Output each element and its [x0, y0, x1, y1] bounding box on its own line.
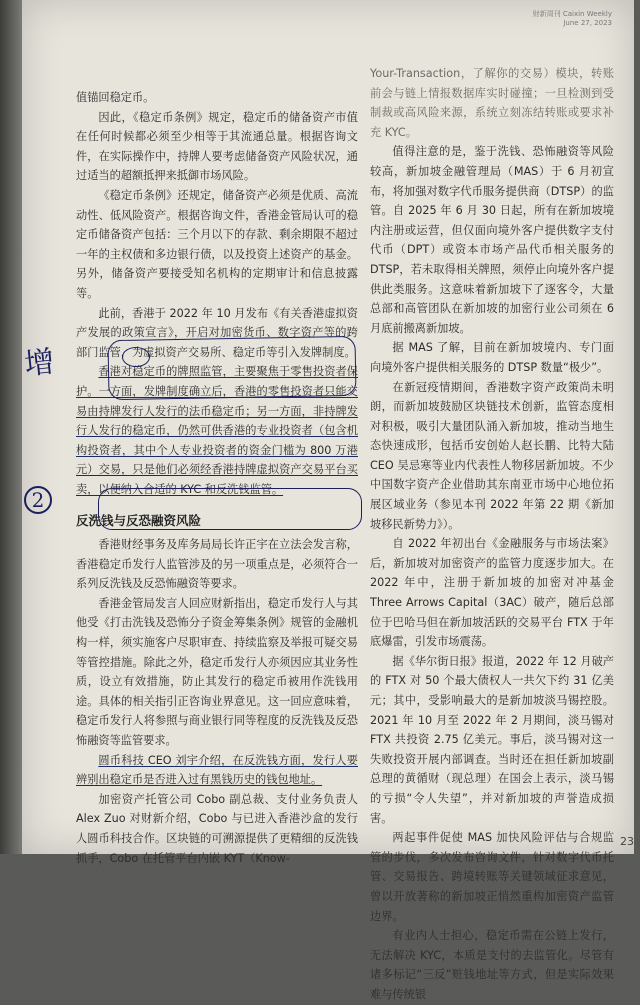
right-para-3: 据 MAS 了解，目前在新加坡境内、专门面向境外客户提供相关服务的 DTSP 数量“极少”。 — [370, 341, 614, 374]
right-para-8: 有业内人士担心，稳定币需在公链上发行，无法解决 KYC，本质是支付的去监管化。尽管有诸多标记“三反”赃钱地址等方式，但是实际效果难与传统银 — [370, 929, 614, 1001]
section-heading: 反洗钱与反恐融资风险 — [76, 513, 202, 529]
left-column — [76, 88, 358, 868]
left-para-5: 香港对稳定币的牌照监管，主要聚焦于零售投资者保护。一方面，发牌制度确立后，香港的零售投资者只能交易由持牌发行人发行的法币稳定币；另一方面，非持牌发行人发行的稳定币，仍然可供香港的专业投资者（包含机构投资者，其中个人专业投资者的资金门槛为 800 万港元）交易，只是他们必须经香港持牌虚拟资产交易平台买卖，以便纳入合适的 KYC 和反洗钱监管。 — [76, 365, 358, 496]
masthead-title: 财新周刊 Caixin Weekly — [532, 10, 612, 18]
left-para-3: 《稳定币条例》还规定，储备资产必须是优质、高流动性、低风险资产。根据咨询文件，香港金管局认可的稳定币储备资产包括：三个月以下的存款、剩余期限不超过一年的主权债和多边银行债，以及投资上述资产的基金。另外，储备资产要接受知名机构的定期审计和信息披露等。 — [76, 188, 358, 300]
handwritten-mark-1: 增 — [22, 344, 57, 383]
pen-circle-annotation — [122, 347, 150, 367]
left-para-4: 此前，香港于 2022 年 10 月发布《有关香港虚拟资产发展的政策宣言》，开启对加密货币、数字资产等的跨部门监管，为虚拟资产交易所、稳定币等引入发牌制度。 — [76, 306, 358, 359]
left-para-6: 香港财经事务及库务局局长许正宇在立法会发言称，香港稳定币发行人监管涉及的另一项重点是，必须符合一系列反洗钱及反恐怖融资等要求。 — [76, 538, 358, 591]
pen-box-annotation-2 — [98, 488, 362, 530]
handwritten-mark-2: 2 — [24, 486, 52, 514]
right-para-2: 值得注意的是，鉴于洗钱、恐怖融资等风险较高，新加坡金融管理局（MAS）于 6 月初宣布，将加强对数字代币服务提供商（DTSP）的监管。自 2025 年 6 月 30 日起，所有在新加坡境内注册或运营，但仅面向境外客户提供数字支付代币（DPT）或资本市场产品代币相关服务的 DTSP，若未取得相关牌照，须停止向境外客户提供此类服务。这意味着新加坡下了逐客令，大量总部和高管团队在新加坡的加密行业公司须在 6 月底前搬离新加坡。 — [370, 145, 614, 335]
binding-shadow — [0, 0, 22, 854]
left-para-2: 因此，《稳定币条例》规定，稳定币的储备资产市值在任何时候都必须至少相等于其流通总量。根据咨询文件，在实际操作中，持牌人要考虑储备资产风险状况，通过适当的超额抵押来抵御市场风险。 — [76, 110, 358, 183]
masthead-date: June 27, 2023 — [563, 19, 612, 27]
right-para-6: 据《华尔街日报》报道，2022 年 12 月破产的 FTX 对 50 个最大债权人一共欠下约 31 亿美元；其中，受影响最大的是新加坡淡马锡控股。2021 年 10 月至 2022 年 2 月期间，淡马锡对 FTX 共投资 2.75 亿美元。事后，淡马锡对这一失败投资开展内部调查。当时还在担任新加坡副总理的黄循财（现总理）在国会上表示，淡马锡的亏损“令人失望”，并对新加坡的声誉造成损害。 — [370, 654, 614, 825]
left-para-9: 加密资产托管公司 Cobo 副总裁、支付业务负责人 Alex Zuo 对财新介绍，Cobo 与已进入香港沙盒的发行人圆币科技合作。区块链的可溯源提供了更精细的反洗钱抓手，Cobo 在托管平台内嵌 KYT（Know- — [76, 792, 358, 865]
right-para-1: Your-Transaction，了解你的交易）模块，转账前会与链上情报数据库实时碰撞；一旦检测到受制裁或高风险来源，系统立刻冻结转账或要求补充 KYC。 — [370, 67, 614, 139]
left-para-7: 香港金管局发言人回应财新指出，稳定币发行人与其他受《打击洗钱及恐怖分子资金筹集条例》规管的金融机构一样，须实施客户尽职审查、持续监察及举报可疑交易等管控措施。除此之外，稳定币发行人亦须因应其业务性质，设立有效措施，防止其发行的稳定币被用作洗钱用途。具体的相关指引正咨询业界意见。这一回应意味着，稳定币发行人将参照与商业银行同等程度的反洗钱及反恐怖融资等监管要求。 — [76, 596, 358, 747]
right-para-4: 在新冠疫情期间，香港数字资产政策尚未明朗，而新加坡鼓励区块链技术创新，监管态度相对积极，吸引大量团队涌入新加坡，推动当地生态快速成形，包括币安创始人赵长鹏、比特大陆 CEO 吴忌寒等业内代表性人物移居新加坡。不少中国数字资产企业借助其东南亚市场中心地位拓展区域业务（参见本刊 2022 年第 22 期《新加坡移民新势力》）。 — [370, 380, 614, 531]
right-column — [370, 64, 614, 1005]
pen-box-annotation — [107, 336, 356, 400]
right-para-5: 自 2022 年初出台《金融服务与市场法案》后，新加坡对加密资产的监管力度逐步加大。在 2022 年中，注册于新加坡的加密对冲基金 Three Arrows Capital（3AC）破产，随后总部位于巴哈马但在新加坡活跃的交易平台 FTX 于年底爆雷，引发市场震荡。 — [370, 537, 614, 649]
left-para-1: 值锚回稳定币。 — [76, 91, 155, 104]
page-number: 23 — [620, 835, 634, 848]
masthead — [533, 10, 612, 28]
left-para-8: 圆币科技 CEO 刘宇介绍，在反洗钱方面，发行人要辨别出稳定币是否进入过有黑钱历史的钱包地址。 — [76, 753, 358, 787]
right-para-7: 两起事件促使 MAS 加快风险评估与合规监管的步伐，多次发布咨询文件，针对数字代币托管、交易报告、跨境转账等关键领域征求意见，曾以开放著称的新加坡正悄然重构加密资产监管边界。 — [370, 831, 614, 923]
